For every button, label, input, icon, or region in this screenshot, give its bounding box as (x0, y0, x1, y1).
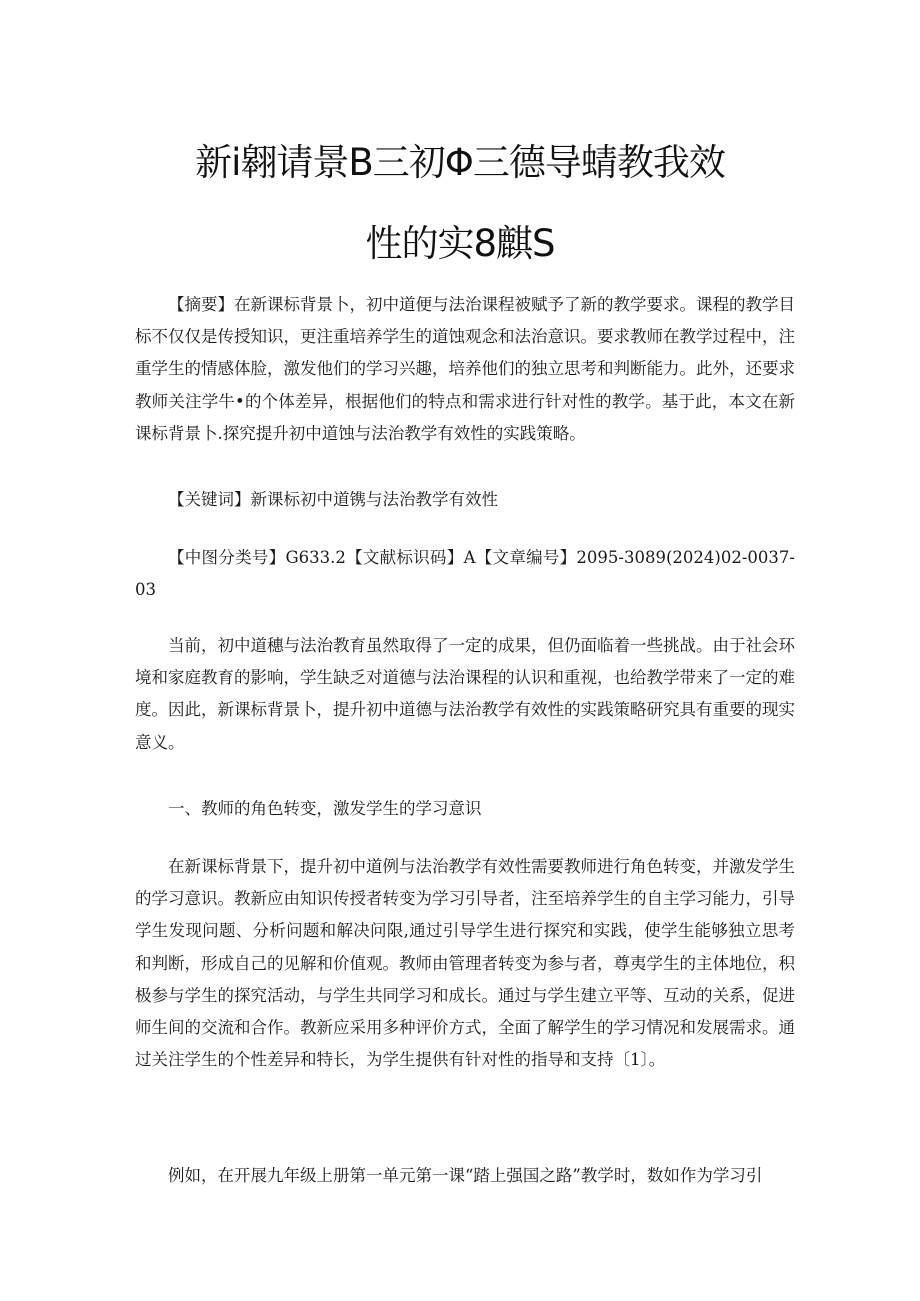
example-paragraph: 例如，在开展九年级上册第一单元第一课“踏上强国之路”教学时，数如作为学习引 (168, 1166, 763, 1185)
document-title-line-2: 性的实8麒S (365, 222, 555, 265)
document-title-line-1: 新i翱请景B三初Φ三德导蜻教我效 (195, 141, 725, 184)
section-1-body: 在新课标背景下，提升初中道例与法治教学有效性需要教师进行角色转变，并激发学生的学习意识。教新应由知识传授者转变为学习引导者，注至培养学生的自主学习能力，引导学生发现问题、分析问题和解决问限,通过引导学生进行探究和实践，使学生能够独立思考和判断，形成自己的见解和价值观。教师由管理者转变为参与者，尊夷学生的主体地位，积极参与学生的探究活动，与学生共同学习和成长。通过与学生建立平等、互动的关系，促进师生间的交流和合作。教新应采用多种评价方式，全面了解学生的学习情况和发展需求。通过关注学生的个性差异和特长，为学生提供有针对性的指导和支持〔1〕。 (135, 857, 795, 1070)
abstract-paragraph: 【摘要】在新课标背景卜，初中道便与法治课程被赋予了新的教学要求。课程的教学目标不仅仅是传授知识，更注重培养学生的道蚀观念和法治意识。要求教师在教学过程中，注重学生的情感体脸，激发他们的学习兴趣，培养他们的独立思考和判断能力。此外，还要求教师关注学牛•的个体差异，根据他们的特点和需求进行针对性的教学。基于此，本文在新课标背景卜.探究提升初中道蚀与法治教学有效性的实践策略。 (135, 295, 795, 443)
intro-paragraph: 当前，初中道穗与法治教育虽然取得了一定的成果，但仍面临着一些挑战。由于社会环境和家庭教育的影响，学生缺乏对道德与法治课程的认识和重视，也给教学带来了一定的难度。因此，新课标背景卜，提升初中道德与法治教学有效性的实践策略研究具有重要的现实意义。 (135, 636, 795, 752)
section-heading-1: 一、教师的角色转变，激发学生的学习意识 (168, 799, 482, 818)
keywords-paragraph: 【关键词】新课标初中道镌与法治教学有效性 (168, 490, 498, 509)
classification-paragraph: 【中图分类号】G633.2【文献标识码】A【文章编号】2095-3089(2024)02-0037-03 (135, 548, 795, 600)
